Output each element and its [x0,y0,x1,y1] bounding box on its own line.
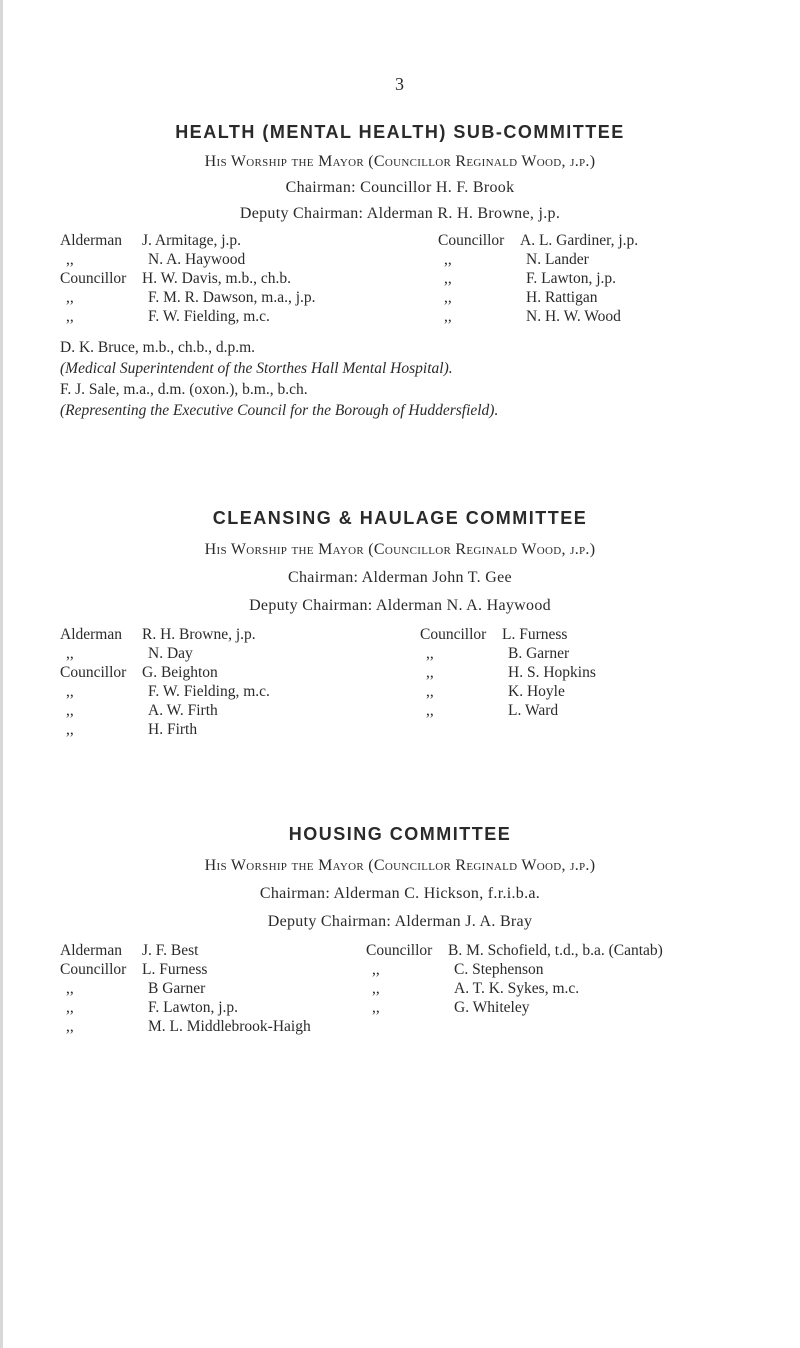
ditto-mark: ,, [444,251,452,268]
section-housing [0,824,800,1041]
member-title: Councillor [420,626,487,643]
member-row [420,701,596,720]
deputy-chairman-line: Deputy Chairman: Alderman R. H. Browne, j.p. [239,205,561,222]
ditto-mark: ,, [426,683,434,700]
deputy-chairman-line: Deputy Chairman: Alderman J. A. Bray [267,913,533,930]
member-name: L. Ward [508,702,559,719]
ditto-mark: ,, [372,980,380,997]
member-name: B Garner [148,980,206,997]
member-name: A. L. Gardiner, j.p. [520,232,639,249]
member-name: F. Lawton, j.p. [526,270,617,287]
member-row [60,701,270,720]
member-row [438,269,638,288]
section-title: HOUSING COMMITTEE [288,824,512,844]
ditto-mark: ,, [444,289,452,306]
member-row [60,720,270,739]
member-column-right [438,231,638,326]
member-name: B. Garner [508,645,570,662]
additional-members [60,337,800,421]
member-name: N. A. Haywood [148,251,246,268]
member-row [438,288,638,307]
member-name: N. Day [148,645,193,662]
member-name: L. Furness [142,961,208,978]
member-name: F. W. Fielding, m.c. [148,683,270,700]
member-name: L. Furness [502,626,568,643]
chairman-line: Chairman: Alderman C. Hickson, f.r.i.b.a. [259,885,541,902]
member-row [60,998,311,1017]
member-row [60,1017,311,1036]
member-column-left [60,231,316,326]
member-row [60,941,311,960]
member-title: Alderman [60,232,122,249]
member-row [438,307,638,326]
member-title: Alderman [60,942,122,959]
section-title: HEALTH (MENTAL HEALTH) SUB-COMMITTEE [175,122,625,142]
page-number: 3 [395,74,405,94]
ex-officio-line: His Worship the Mayor (Councillor Reginald Wood, j.p.) [204,541,596,558]
ex-officio-line: His Worship the Mayor (Councillor Reginald Wood, j.p.) [204,153,596,170]
ditto-mark: ,, [444,308,452,325]
member-title: Councillor [366,942,433,959]
chairman-line: Chairman: Councillor H. F. Brook [285,179,515,196]
member-row [366,960,663,979]
member-row [60,663,270,682]
ditto-mark: ,, [66,645,74,662]
member-row [60,625,270,644]
deputy-chairman-line: Deputy Chairman: Alderman N. A. Haywood [249,597,551,614]
member-row [420,682,596,701]
ditto-mark: ,, [66,308,74,325]
member-name: H. S. Hopkins [508,664,596,681]
member-columns [0,941,800,1041]
member-row [438,231,638,250]
member-title: Councillor [60,961,127,978]
ditto-mark: ,, [66,1018,74,1035]
member-row [366,979,663,998]
member-name: H. Firth [148,721,198,738]
member-row [366,941,663,960]
member-title: Alderman [60,626,122,643]
member-columns [0,231,800,327]
member-row [60,960,311,979]
member-name: N. Lander [526,251,589,268]
member-row [60,250,316,269]
member-title: Councillor [438,232,505,249]
member-columns [0,625,800,745]
member-column-right [420,625,596,720]
section-title: CLEANSING & HAULAGE COMMITTEE [212,508,588,528]
ditto-mark: ,, [372,999,380,1016]
ditto-mark: ,, [444,270,452,287]
member-column-left [60,941,311,1036]
member-name: F. W. Fielding, m.c. [148,308,270,325]
member-name: N. H. W. Wood [526,308,621,325]
ditto-mark: ,, [426,702,434,719]
ditto-mark: ,, [372,961,380,978]
ditto-mark: ,, [66,683,74,700]
ditto-mark: ,, [66,721,74,738]
ditto-mark: ,, [66,980,74,997]
member-name: G. Whiteley [454,999,530,1016]
member-row [60,269,316,288]
member-column-right [366,941,663,1017]
member-name: K. Hoyle [508,683,565,700]
member-column-left [60,625,270,739]
member-row [60,682,270,701]
member-row [60,979,311,998]
member-name: F. Lawton, j.p. [148,999,239,1016]
member-name: R. H. Browne, j.p. [142,626,256,643]
member-name: H. W. Davis, m.b., ch.b. [142,270,291,287]
member-name: J. Armitage, j.p. [142,232,242,249]
additional-member-note: (Medical Superintendent of the Storthes Hall Mental Hospital). [60,360,453,377]
member-name: M. L. Middlebrook-Haigh [148,1018,311,1035]
member-row [420,663,596,682]
member-name: H. Rattigan [526,289,598,306]
member-title: Councillor [60,270,127,287]
section-cleansing-haulage [0,508,800,745]
ex-officio-line: His Worship the Mayor (Councillor Reginald Wood, j.p.) [204,857,596,874]
member-name: A. T. K. Sykes, m.c. [454,980,580,997]
member-name: G. Beighton [142,664,218,681]
ditto-mark: ,, [426,664,434,681]
member-name: J. F. Best [142,942,199,959]
member-row [438,250,638,269]
member-name: A. W. Firth [148,702,218,719]
member-name: B. M. Schofield, t.d., b.a. (Cantab) [448,942,663,959]
ditto-mark: ,, [66,251,74,268]
chairman-line: Chairman: Alderman John T. Gee [288,569,512,586]
member-title: Councillor [60,664,127,681]
ditto-mark: ,, [66,999,74,1016]
additional-member-note: (Representing the Executive Council for the Borough of Huddersfield). [60,402,499,419]
additional-member-name: D. K. Bruce, m.b., ch.b., d.p.m. [60,339,256,356]
section-health-mental [0,122,800,421]
ditto-mark: ,, [66,289,74,306]
member-row [60,644,270,663]
member-row [420,644,596,663]
ditto-mark: ,, [66,702,74,719]
member-row [60,288,316,307]
member-row [60,307,316,326]
member-name: C. Stephenson [454,961,544,978]
member-row [366,998,663,1017]
ditto-mark: ,, [426,645,434,662]
additional-member-name: F. J. Sale, m.a., d.m. (oxon.), b.m., b.ch. [60,381,308,398]
member-row [60,231,316,250]
member-row [420,625,596,644]
member-name: F. M. R. Dawson, m.a., j.p. [148,289,316,306]
